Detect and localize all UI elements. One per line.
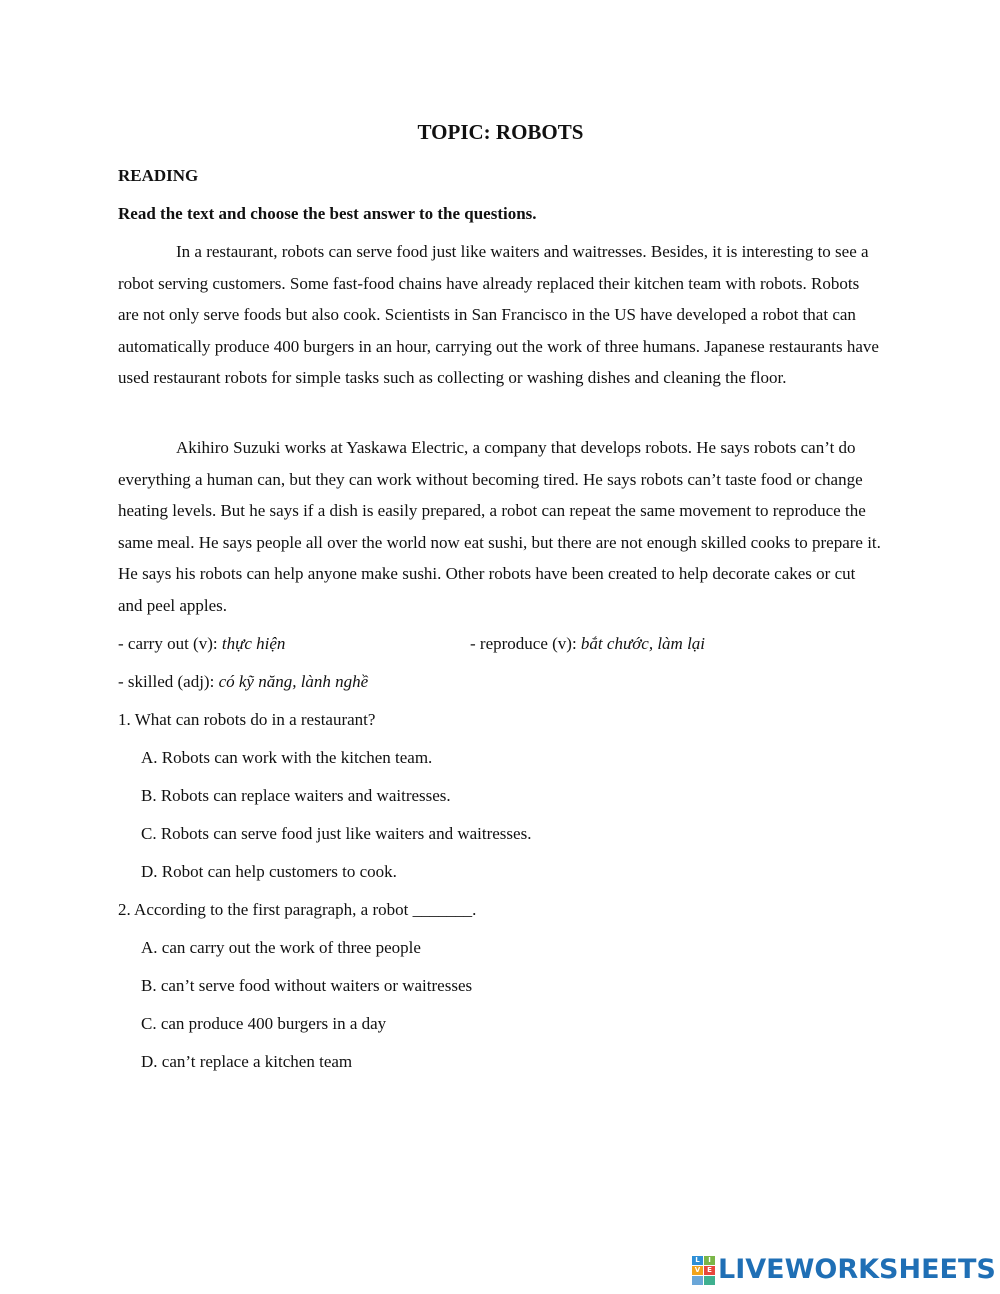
question-1-option-b[interactable]: B. Robots can replace waiters and waitresses. (141, 786, 451, 805)
reading-paragraph-2: Akihiro Suzuki works at Yaskawa Electric, a company that develops robots. He says robots can’t do everything a human can, but they can work without becoming tired. He says robots can’t taste food or change heating levels. But he says if a dish is easily prepared, a robot can repeat the same movement to reproduce the same meal. He says people all over the world now eat sushi, but there are not enough skilled cooks to prepare it. He says his robots can help anyone make sushi. Other robots have been created to help decorate cakes or cut and peel apples. (118, 438, 881, 615)
logo-block (704, 1276, 715, 1285)
question-1-option-c[interactable]: C. Robots can serve food just like waiters and waitresses. (141, 824, 532, 843)
liveworksheets-logo (692, 1253, 996, 1287)
vocab-term: - reproduce (v): (470, 634, 581, 653)
vocab-item-skilled (118, 672, 368, 691)
reading-paragraph-1: In a restaurant, robots can serve food just like waiters and waitresses. Besides, it is interesting to see a robot serving customers. Some fast-food chains have already replaced their kitchen team with robots. Robots are not only serve foods but also cook. Scientists in San Francisco in the US have developed a robot that can automatically produce 400 burgers in an hour, carrying out the work of three humans. Japanese restaurants have used restaurant robots for simple tasks such as collecting or washing dishes and cleaning the floor. (118, 242, 879, 388)
question-2-option-d[interactable]: D. can’t replace a kitchen team (141, 1052, 353, 1071)
liveworksheets-blocks-icon (692, 1256, 714, 1284)
question-1-option-d[interactable]: D. Robot can help customers to cook. (141, 862, 397, 881)
instruction-text: Read the text and choose the best answer to the questions. (118, 204, 537, 223)
vocab-meaning: thực hiện (221, 634, 286, 653)
vocabulary-row-2 (118, 670, 883, 694)
vocabulary-row-1 (118, 632, 883, 656)
question-1: 1. What can robots do in a restaurant? (118, 710, 376, 729)
section-heading: READING (118, 166, 199, 185)
vocab-item-reproduce (470, 632, 705, 656)
vocab-meaning: bắt chước, làm lại (580, 634, 706, 653)
page-title: TOPIC: ROBOTS (417, 120, 584, 144)
question-2-option-b[interactable]: B. can’t serve food without waiters or waitresses (141, 976, 473, 995)
question-2-option-c[interactable]: C. can produce 400 burgers in a day (141, 1014, 387, 1033)
vocab-term: - carry out (v): (118, 634, 222, 653)
logo-block (692, 1276, 703, 1285)
logo-block: L (692, 1256, 703, 1265)
question-2-option-a[interactable]: A. can carry out the work of three people (141, 938, 421, 957)
question-2: 2. According to the first paragraph, a robot _______. (118, 900, 477, 919)
logo-block: E (704, 1266, 715, 1275)
vocab-meaning: có kỹ năng, lành nghề (218, 672, 369, 691)
logo-text: LIVEWORKSHEETS (718, 1254, 996, 1285)
question-1-option-a[interactable]: A. Robots can work with the kitchen team. (141, 748, 433, 767)
vocab-item-carry-out (118, 634, 285, 653)
logo-block: V (692, 1266, 703, 1275)
logo-block: I (704, 1256, 715, 1265)
vocab-term: - skilled (adj): (118, 672, 219, 691)
